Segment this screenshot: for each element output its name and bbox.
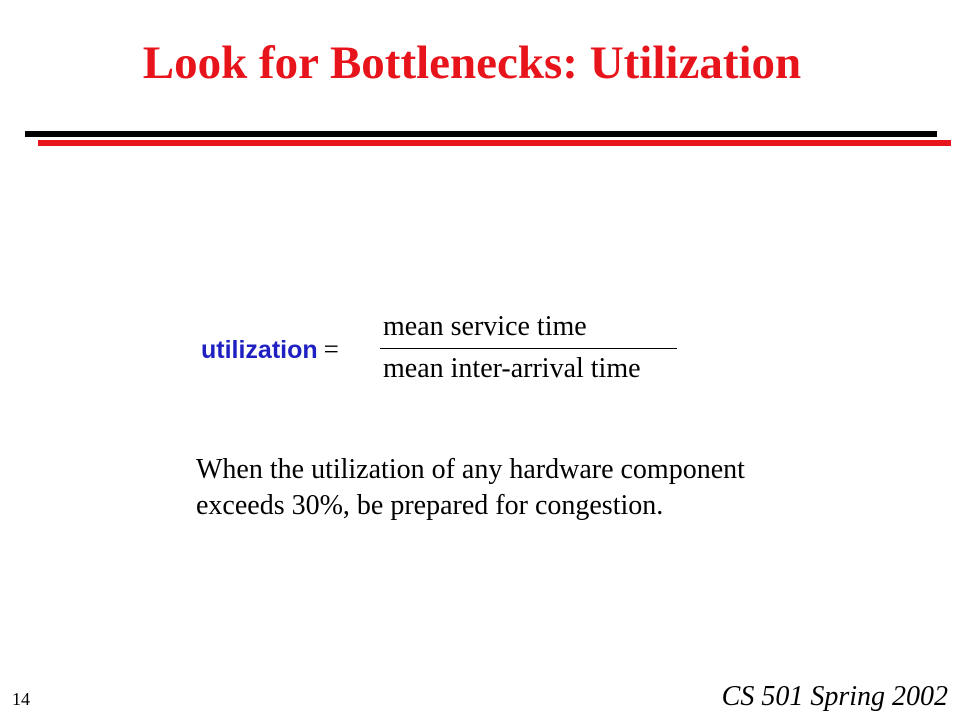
- title-rule-black: [25, 131, 937, 137]
- fraction-denominator: mean inter-arrival time: [383, 353, 641, 384]
- formula-lhs: [201, 336, 339, 363]
- formula-variable: utilization: [201, 336, 318, 364]
- fraction-numerator: mean service time: [383, 311, 587, 342]
- slide-title: Look for Bottlenecks: Utilization: [142, 37, 802, 89]
- formula-equals: =: [323, 334, 339, 364]
- body-text: When the utilization of any hardware component exceeds 30%, be prepared for congestion.: [196, 454, 745, 521]
- page-number: 14: [12, 689, 30, 709]
- fraction-bar: [380, 348, 677, 349]
- footer-course: CS 501 Spring 2002: [721, 681, 948, 712]
- title-rule-red: [38, 140, 951, 146]
